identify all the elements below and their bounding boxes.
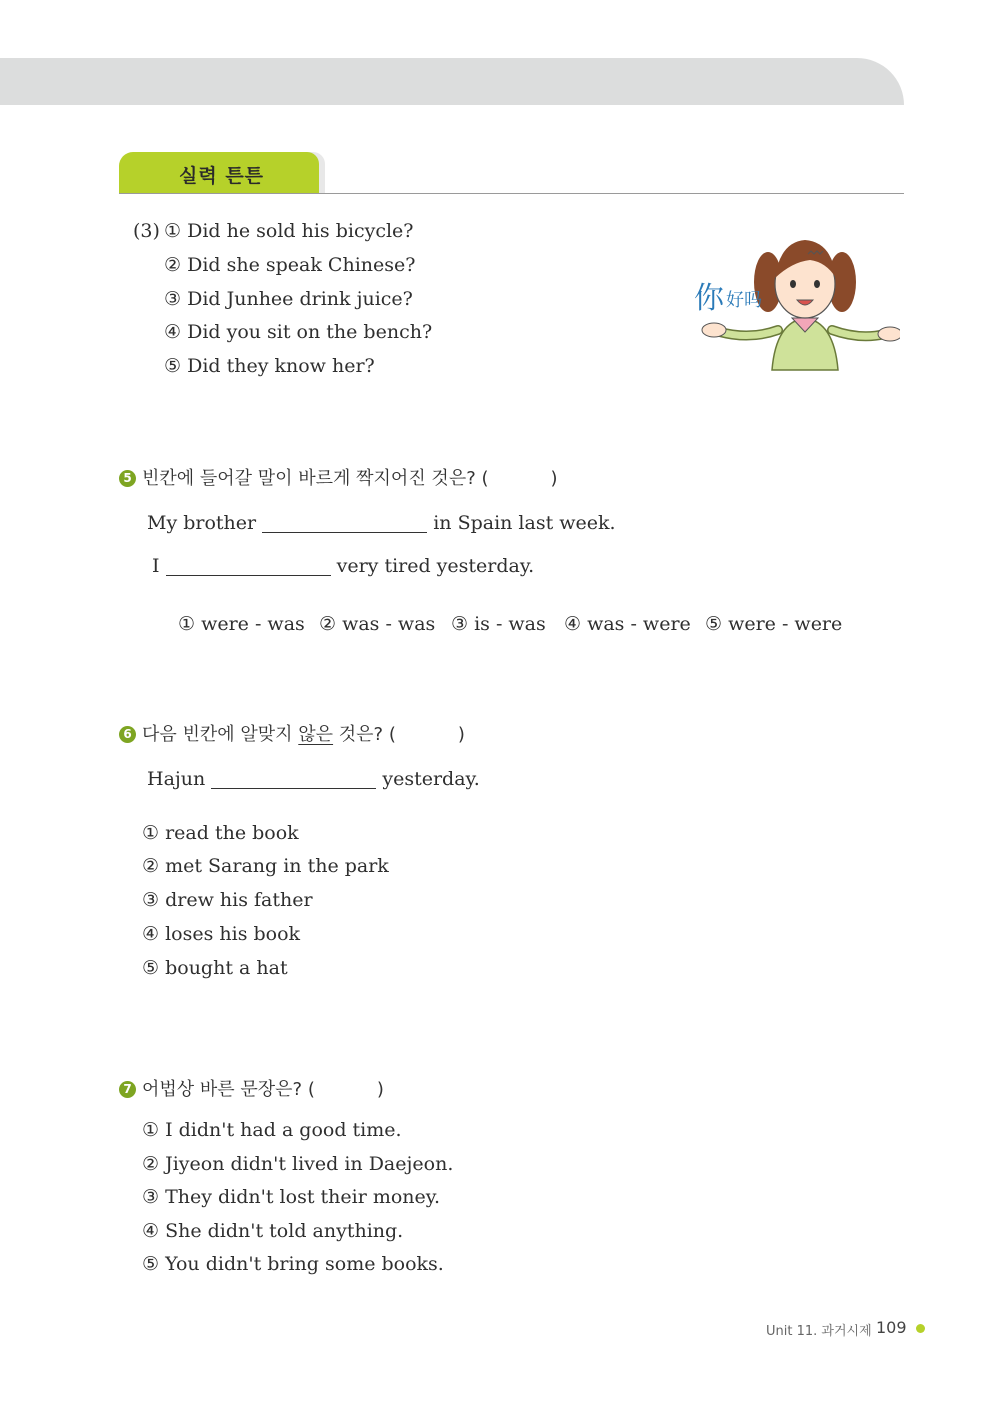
- page-number: 109: [876, 1318, 907, 1337]
- list-item: ③ They didn't lost their money.: [142, 1186, 440, 1208]
- list-item: ⑤ Did they know her?: [164, 355, 375, 377]
- section-divider: [119, 193, 904, 194]
- list-item: ⑤ bought a hat: [142, 957, 288, 979]
- list-item: ① I didn't had a good time.: [142, 1119, 402, 1141]
- q5-option: ⑤ were - were: [705, 613, 843, 635]
- list-item: ③ drew his father: [142, 889, 313, 911]
- list-item: ② met Sarang in the park: [142, 855, 389, 877]
- answer-blank: [211, 770, 376, 789]
- footer-dot: [916, 1324, 925, 1333]
- list-item: ② Jiyeon didn't lived in Daejeon.: [142, 1153, 454, 1175]
- list-item: ④ loses his book: [142, 923, 301, 945]
- q6-sentence: Hajun yesterday.: [147, 768, 480, 790]
- q5-option: ③ is - was: [451, 613, 546, 635]
- question-number-badge: 7: [119, 1081, 136, 1098]
- list-item: ④ She didn't told anything.: [142, 1220, 404, 1242]
- q4-part-label: (3): [133, 220, 160, 242]
- list-item: ② Did she speak Chinese?: [164, 254, 416, 276]
- list-item: ③ Did Junhee drink juice?: [164, 288, 413, 310]
- q5-sentence-1: My brother in Spain last week.: [147, 512, 616, 534]
- list-item: ① read the book: [142, 822, 299, 844]
- question-number-badge: 6: [119, 726, 136, 743]
- q5-option: ② was - was: [319, 613, 436, 635]
- list-item: ⑤ You didn't bring some books.: [142, 1253, 444, 1275]
- answer-blank: [166, 557, 331, 576]
- q5-option: ① were - was: [178, 613, 305, 635]
- illustration-text-small: 好吗: [726, 290, 762, 311]
- flexed-arm-icon: [381, 157, 411, 189]
- q5-sentence-2: I very tired yesterday.: [152, 555, 535, 577]
- answer-blank: [262, 514, 427, 533]
- section-label: 실력 튼튼: [179, 165, 265, 187]
- top-header-band: [0, 58, 904, 105]
- q5-option: ④ was - were: [564, 613, 691, 635]
- question-7-prompt: 7 어법상 바른 문장은? ( ): [119, 1075, 384, 1101]
- question-5-prompt: 5 빈칸에 들어갈 말이 바르게 짝지어진 것은? ( ): [119, 464, 558, 490]
- footer-unit-label: Unit 11. 과거시제: [766, 1324, 872, 1339]
- list-item: ① Did he sold his bicycle?: [164, 220, 414, 242]
- girl-greeting-illustration: [680, 222, 900, 372]
- question-6-prompt: 6 다음 빈칸에 알맞지 않은 것은? ( ): [119, 720, 465, 746]
- list-item: ④ Did you sit on the bench?: [164, 321, 433, 343]
- section-tab: [119, 152, 319, 194]
- illustration-text-big: 你: [694, 281, 724, 316]
- question-number-badge: 5: [119, 470, 136, 487]
